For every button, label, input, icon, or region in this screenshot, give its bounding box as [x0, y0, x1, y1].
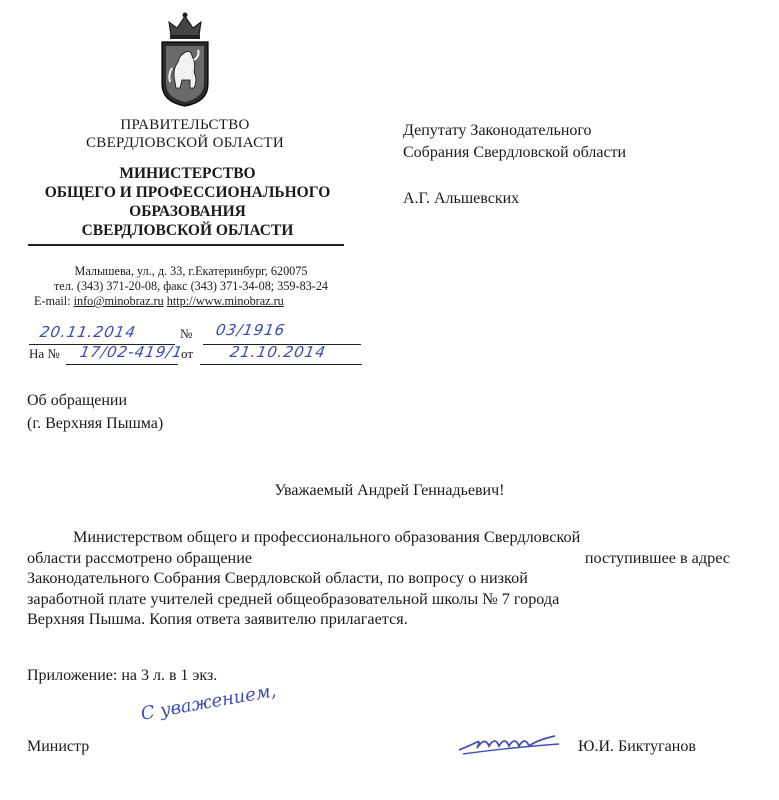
- ministry-title-line-1: МИНИСТЕРСТВО: [119, 165, 256, 182]
- subject-line-2: (г. Верхняя Пышма): [27, 415, 164, 432]
- reference-date-line: [200, 364, 362, 365]
- reference-date: 21.10.2014: [228, 343, 328, 361]
- ministry-title-line-4: СВЕРДЛОВСКОЙ ОБЛАСТИ: [81, 222, 294, 239]
- body-line: заработной плате учителей средней общеобразовательной школы № 7 города: [27, 589, 560, 608]
- ministry-address: Малышева, ул., д. 33, г.Екатеринбург, 620075: [74, 264, 308, 278]
- registration-number-label: №: [180, 326, 193, 341]
- subject-line-1: Об обращении: [27, 392, 128, 409]
- handwritten-note: С уважением,: [139, 680, 278, 725]
- reference-number-label: На №: [29, 346, 60, 361]
- signatory-position: Министр: [27, 738, 90, 755]
- website-link[interactable]: http://www.minobraz.ru: [166, 294, 284, 308]
- government-region: СВЕРДЛОВСКОЙ ОБЛАСТИ: [85, 135, 284, 151]
- registration-date: 20.11.2014: [38, 323, 138, 341]
- body-line: Министерством общего и профессионального образования Свердловской: [73, 528, 581, 546]
- signatory-name: Ю.И. Биктуганов: [578, 738, 696, 755]
- attachment-note: Приложение: на 3 л. в 1 экз.: [27, 667, 218, 684]
- greeting: Уважаемый Андрей Геннадьевич!: [274, 482, 505, 499]
- ministry-title-line-2: ОБЩЕГО И ПРОФЕССИОНАЛЬНОГО: [44, 184, 331, 201]
- recipient-name: А.Г. Альшевских: [403, 190, 520, 207]
- registration-number: 03/1916: [214, 321, 287, 339]
- ministry-phones: тел. (343) 371-20-08, факс (343) 371-34-08; 359-83-24: [53, 279, 329, 293]
- email-label: E-mail:: [34, 294, 71, 308]
- coat-of-arms-emblem: [158, 12, 212, 108]
- header-divider: [28, 244, 344, 246]
- letter-body: [27, 527, 730, 630]
- reference-from-label: от: [181, 346, 194, 361]
- body-line: Верхняя Пышма. Копия ответа заявителю прилагается.: [27, 610, 408, 628]
- reference-number: 17/02-419/1: [78, 343, 185, 361]
- handwritten-signature: [455, 724, 565, 763]
- ministry-contacts: [34, 294, 364, 309]
- recipient-line-2: Собрания Свердловской области: [403, 144, 627, 161]
- body-line: области рассмотрено обращение поступившее в адрес: [27, 548, 730, 567]
- recipient-line-1: Депутату Законодательного: [403, 122, 592, 139]
- government-title: ПРАВИТЕЛЬСТВО: [120, 117, 250, 133]
- reference-number-line: [66, 364, 178, 365]
- body-line: Законодательного Собрания Свердловской области, по вопросу о низкой: [27, 569, 528, 587]
- ministry-title-line-3: ОБРАЗОВАНИЯ: [129, 203, 246, 220]
- email-link[interactable]: info@minobraz.ru: [73, 294, 164, 308]
- redacted-blank: [336, 548, 501, 569]
